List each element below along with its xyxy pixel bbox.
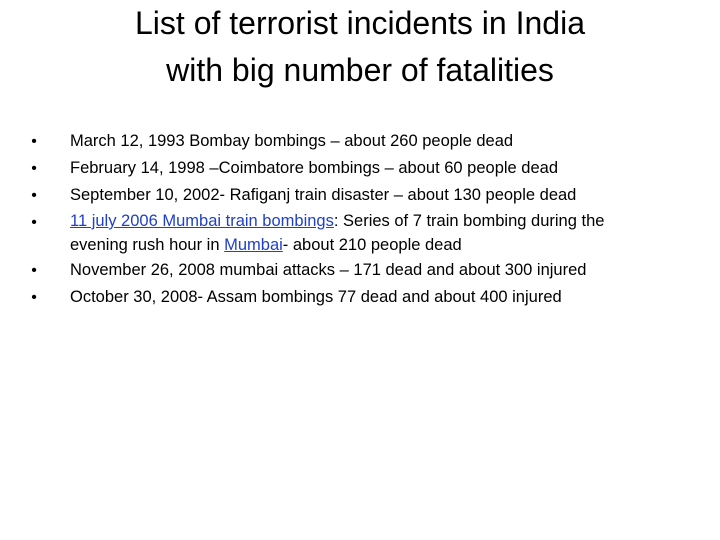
item-text: March 12, 1993 Bombay bombings – about 260 people dead	[70, 132, 514, 150]
list-item	[0, 155, 700, 182]
item-line-2	[70, 233, 700, 257]
item-line-1	[70, 209, 700, 233]
list-item	[0, 209, 700, 257]
bullet-icon: •	[31, 133, 37, 150]
list-item	[0, 284, 700, 311]
bullet-icon: •	[31, 187, 37, 204]
list-item	[0, 257, 700, 284]
bullet-icon: •	[31, 160, 37, 177]
item-text: February 14, 1998 –Coimbatore bombings – about 60 people dead	[70, 159, 559, 177]
item-text: November 26, 2008 mumbai attacks – 171 dead and about 300 injured	[70, 261, 587, 279]
mumbai-train-bombings-link[interactable]: 11 july 2006 Mumbai train bombings	[70, 212, 334, 230]
slide-title	[40, 0, 680, 94]
mumbai-link[interactable]: Mumbai	[224, 236, 283, 254]
item-text: - about 210 people dead	[282, 236, 462, 254]
title-line-1: List of terrorist incidents in India	[135, 5, 585, 41]
item-text: evening rush hour in	[70, 236, 225, 254]
bullet-icon: •	[31, 262, 37, 279]
bullet-icon: •	[31, 214, 37, 231]
item-text: October 30, 2008- Assam bombings 77 dead and about 400 injured	[70, 288, 562, 306]
list-item	[0, 182, 700, 209]
list-item	[0, 128, 700, 155]
item-text: September 10, 2002- Rafiganj train disaster – about 130 people dead	[70, 186, 577, 204]
incident-list	[0, 128, 700, 311]
bullet-icon: •	[31, 289, 37, 306]
item-text: : Series of 7 train bombing during the	[333, 212, 605, 230]
title-line-2: with big number of fatalities	[166, 52, 554, 88]
